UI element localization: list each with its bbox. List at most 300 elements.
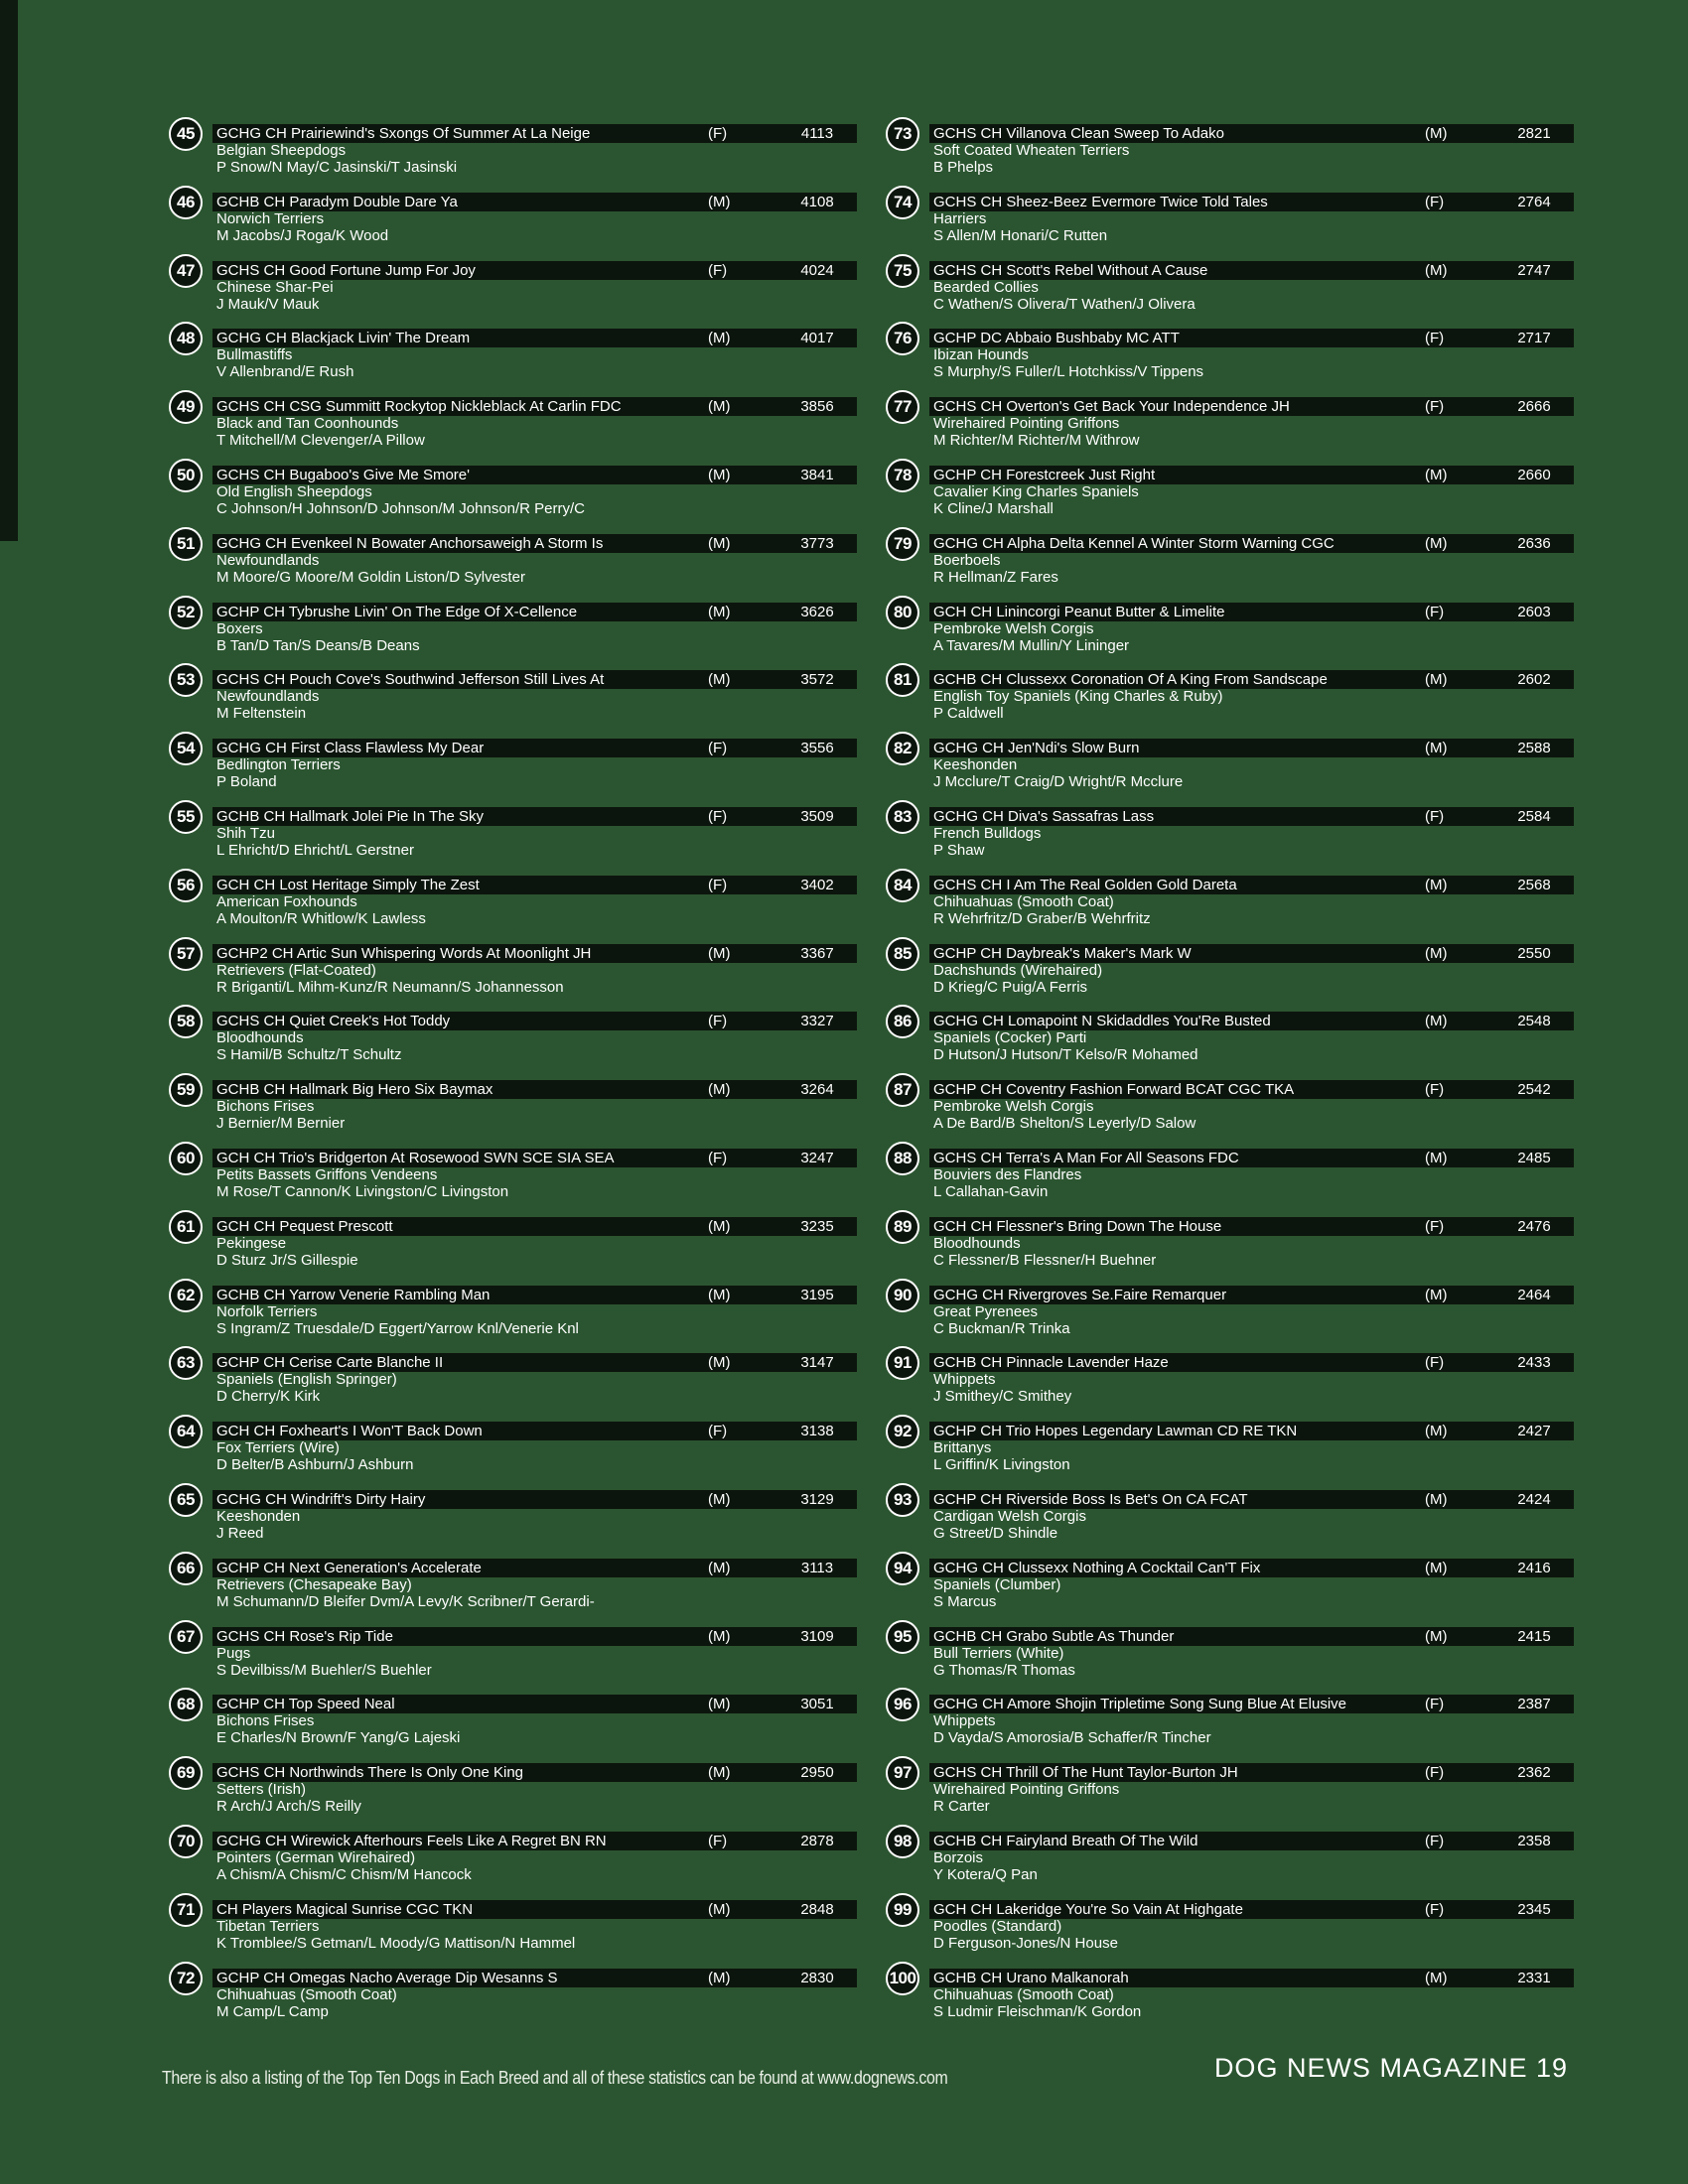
dog-name-bar	[212, 1490, 857, 1509]
dog-breed: Cardigan Welsh Corgis	[933, 1507, 1086, 1525]
dog-owners: D Cherry/K Kirk	[216, 1388, 321, 1406]
dog-breed: Bloodhounds	[216, 1029, 304, 1047]
dog-name-bar	[929, 944, 1574, 963]
dog-points: 2878	[800, 1832, 834, 1849]
dog-sex: (M)	[1425, 1149, 1448, 1166]
dog-owners: J Mcclure/T Craig/D Wright/R Mcclure	[933, 773, 1184, 791]
ranking-entry	[884, 1891, 1574, 1960]
dog-name-bar	[929, 193, 1574, 211]
rank-badge: 52	[169, 596, 203, 629]
dog-points: 3264	[800, 1081, 834, 1099]
dog-name: GCHG CH Amore Shojin Tripletime Song Sung Blue At Elusive	[933, 1696, 1347, 1713]
dog-owners: S Devilbiss/M Buehler/S Buehler	[216, 1661, 432, 1679]
dog-breed: Shih Tzu	[216, 824, 275, 842]
rank-badge: 46	[169, 186, 203, 219]
dog-name-bar	[212, 603, 857, 621]
rank-badge: 49	[169, 390, 203, 424]
dog-breed: Norwich Terriers	[216, 209, 325, 227]
ranking-entry	[167, 594, 857, 662]
rank-badge: 85	[886, 937, 919, 971]
dog-owners: M Moore/G Moore/M Goldin Liston/D Sylvester	[216, 568, 525, 586]
dog-breed: Fox Terriers (Wire)	[216, 1439, 340, 1457]
dog-owners: L Griffin/K Livingston	[933, 1456, 1070, 1474]
dog-name: GCHB CH Paradym Double Dare Ya	[216, 193, 458, 210]
dog-breed: Newfoundlands	[216, 551, 320, 569]
dog-sex: (M)	[708, 1900, 731, 1918]
dog-owners: S Allen/M Honari/C Rutten	[933, 226, 1108, 244]
rank-badge: 60	[169, 1142, 203, 1175]
dog-name: GCHP CH Trio Hopes Legendary Lawman CD RE TKN	[933, 1423, 1298, 1440]
dog-sex: (M)	[708, 1969, 731, 1986]
dog-breed: Pembroke Welsh Corgis	[933, 1098, 1094, 1116]
dog-name: GCHS CH Good Fortune Jump For Joy	[216, 261, 476, 279]
ranking-entry	[884, 184, 1574, 252]
rank-badge: 48	[169, 322, 203, 355]
dog-name: GCHB CH Hallmark Big Hero Six Baymax	[216, 1081, 493, 1099]
ranking-entry	[884, 1140, 1574, 1208]
dog-points: 4017	[800, 330, 834, 347]
dog-name: GCH CH Trio's Bridgerton At Rosewood SWN SCE SIA SEA	[216, 1149, 615, 1166]
ranking-entry	[167, 184, 857, 252]
dog-points: 2464	[1517, 1286, 1551, 1303]
dog-points: 2433	[1517, 1354, 1551, 1372]
dog-name-bar	[212, 1422, 857, 1440]
rank-badge: 95	[886, 1620, 919, 1654]
dog-name-bar	[929, 807, 1574, 826]
dog-sex: (F)	[1425, 193, 1445, 210]
ranking-entry	[167, 388, 857, 457]
dog-name: GCHB CH Yarrow Venerie Rambling Man	[216, 1286, 491, 1303]
dog-sex: (F)	[1425, 1081, 1445, 1099]
dog-name-bar	[929, 1080, 1574, 1099]
dog-breed: Chihuahuas (Smooth Coat)	[216, 1985, 397, 2003]
dog-owners: J Reed	[216, 1524, 264, 1542]
dog-points: 2830	[800, 1969, 834, 1986]
dog-breed: Great Pyrenees	[933, 1302, 1039, 1320]
dog-owners: S Hamil/B Schultz/T Schultz	[216, 1046, 402, 1064]
dog-breed: Bouviers des Flandres	[933, 1165, 1082, 1183]
dog-owners: D Vayda/S Amorosia/B Schaffer/R Tincher	[933, 1729, 1211, 1747]
dog-name-bar	[929, 1832, 1574, 1850]
dog-owners: P Boland	[216, 773, 277, 791]
dog-name-bar	[929, 1286, 1574, 1304]
dog-breed: Bichons Frises	[216, 1098, 315, 1116]
dog-name-bar	[929, 603, 1574, 621]
dog-sex: (F)	[1425, 1217, 1445, 1235]
dog-owners: D Ferguson-Jones/N House	[933, 1934, 1118, 1952]
dog-points: 2387	[1517, 1696, 1551, 1713]
ranking-entry	[884, 1003, 1574, 1071]
rank-badge: 90	[886, 1279, 919, 1312]
rank-badge: 56	[169, 869, 203, 902]
rankings-column-right	[884, 115, 1574, 2027]
dog-points: 3235	[800, 1217, 834, 1235]
dog-breed: Old English Sheepdogs	[216, 482, 372, 500]
dog-owners: A Tavares/M Mullin/Y Lininger	[933, 636, 1130, 654]
dog-breed: Dachshunds (Wirehaired)	[933, 961, 1103, 979]
dog-name-bar	[212, 193, 857, 211]
dog-owners: C Flessner/B Flessner/H Buehner	[933, 1251, 1157, 1269]
dog-breed: Spaniels (Clumber)	[933, 1575, 1061, 1593]
dog-owners: G Street/D Shindle	[933, 1524, 1058, 1542]
dog-name-bar	[212, 1286, 857, 1304]
dog-name: GCHP CH Cerise Carte Blanche II	[216, 1354, 444, 1372]
dog-points: 2427	[1517, 1423, 1551, 1440]
dog-name-bar	[212, 1695, 857, 1713]
dog-points: 3773	[800, 534, 834, 552]
dog-points: 3402	[800, 876, 834, 893]
dog-owners: A Moulton/R Whitlow/K Lawless	[216, 909, 426, 927]
ranking-entry	[167, 935, 857, 1004]
dog-points: 3113	[800, 1559, 834, 1576]
dog-name: GCHG CH First Class Flawless My Dear	[216, 740, 485, 757]
dog-sex: (M)	[708, 398, 731, 416]
rank-badge: 89	[886, 1210, 919, 1244]
dog-name-bar	[929, 1217, 1574, 1236]
rank-badge: 63	[169, 1346, 203, 1380]
ranking-entry	[884, 1686, 1574, 1754]
dog-points: 3856	[800, 398, 834, 416]
dog-name: GCHB CH Hallmark Jolei Pie In The Sky	[216, 807, 484, 825]
dog-name: GCHG CH Diva's Sassafras Lass	[933, 807, 1155, 825]
dog-sex: (M)	[1425, 876, 1448, 893]
dog-name: GCHS CH Villanova Clean Sweep To Adako	[933, 125, 1224, 142]
dog-points: 4108	[800, 193, 834, 210]
ranking-entry	[167, 1208, 857, 1277]
dog-breed: Bearded Collies	[933, 278, 1039, 296]
dog-points: 2747	[1517, 261, 1551, 279]
dog-owners: B Phelps	[933, 159, 994, 176]
dog-owners: M Camp/L Camp	[216, 2002, 329, 2020]
dog-owners: R Wehrfritz/D Graber/B Wehrfritz	[933, 909, 1151, 927]
ranking-entry	[884, 388, 1574, 457]
dog-name-bar	[929, 124, 1574, 143]
dog-name-bar	[929, 670, 1574, 689]
rank-badge: 91	[886, 1346, 919, 1380]
dog-sex: (F)	[708, 125, 728, 142]
ranking-entry	[884, 320, 1574, 388]
dog-name: GCHG CH Blackjack Livin' The Dream	[216, 330, 471, 347]
dog-sex: (M)	[708, 1764, 731, 1782]
dog-breed: Pointers (German Wirehaired)	[216, 1848, 416, 1866]
dog-points: 2424	[1517, 1490, 1551, 1508]
dog-owners: R Briganti/L Mihm-Kunz/R Neumann/S Johannesson	[216, 978, 564, 996]
rank-badge: 50	[169, 459, 203, 492]
dog-sex: (M)	[1425, 534, 1448, 552]
dog-points: 3051	[800, 1696, 834, 1713]
dog-owners: D Krieg/C Puig/A Ferris	[933, 978, 1088, 996]
ranking-entry	[167, 1891, 857, 1960]
dog-points: 2666	[1517, 398, 1551, 416]
dog-owners: P Shaw	[933, 841, 985, 859]
dog-owners: C Buckman/R Trinka	[933, 1319, 1070, 1337]
footer-note: There is also a listing of the Top Ten Dogs in Each Breed and all of these statistics can be found at www.dognews.com	[162, 2067, 948, 2088]
dog-breed: American Foxhounds	[216, 892, 357, 910]
rank-badge: 66	[169, 1552, 203, 1585]
dog-name-bar	[929, 1012, 1574, 1030]
dog-breed: French Bulldogs	[933, 824, 1042, 842]
dog-name: GCHB CH Urano Malkanorah	[933, 1969, 1129, 1986]
dog-points: 3626	[800, 603, 834, 620]
ranking-entry	[884, 457, 1574, 525]
ranking-entry	[884, 1754, 1574, 1823]
dog-name: GCHG CH Alpha Delta Kennel A Winter Storm Warning CGC	[933, 534, 1335, 552]
ranking-entry	[167, 798, 857, 867]
dog-owners: M Jacobs/J Roga/K Wood	[216, 226, 389, 244]
dog-owners: V Allenbrand/E Rush	[216, 363, 354, 381]
rank-badge: 87	[886, 1073, 919, 1107]
dog-owners: J Mauk/V Mauk	[216, 295, 320, 313]
rank-badge: 99	[886, 1893, 919, 1927]
dog-name: GCHP CH Omegas Nacho Average Dip Wesanns S	[216, 1969, 558, 1986]
dog-breed: Petits Bassets Griffons Vendeens	[216, 1165, 438, 1183]
page-edge-bar	[0, 0, 18, 541]
dog-sex: (M)	[1425, 1013, 1448, 1030]
rank-badge: 45	[169, 117, 203, 151]
dog-owners: L Ehricht/D Ehricht/L Gerstner	[216, 841, 414, 859]
dog-name-bar	[929, 1763, 1574, 1782]
dog-name: GCH CH Pequest Prescott	[216, 1217, 393, 1235]
dog-points: 2362	[1517, 1764, 1551, 1782]
dog-owners: S Murphy/S Fuller/L Hotchkiss/V Tippens	[933, 363, 1204, 381]
dog-owners: P Snow/N May/C Jasinski/T Jasinski	[216, 159, 458, 176]
dog-name: GCHG CH Windrift's Dirty Hairy	[216, 1490, 426, 1508]
rank-badge: 69	[169, 1756, 203, 1790]
dog-name-bar	[212, 807, 857, 826]
dog-name: GCHS CH Bugaboo's Give Me Smore'	[216, 466, 470, 483]
dog-owners: A De Bard/B Shelton/S Leyerly/D Salow	[933, 1115, 1196, 1133]
rank-badge: 84	[886, 869, 919, 902]
dog-owners: M Feltenstein	[216, 705, 307, 723]
dog-name-bar	[212, 1559, 857, 1577]
ranking-entry	[884, 1344, 1574, 1413]
dog-name-bar	[212, 466, 857, 484]
dog-sex: (M)	[708, 1354, 731, 1372]
ranking-entry	[167, 661, 857, 730]
dog-breed: Boerboels	[933, 551, 1001, 569]
ranking-entry	[167, 320, 857, 388]
ranking-entry	[167, 1140, 857, 1208]
rank-badge: 83	[886, 800, 919, 834]
ranking-entry	[884, 525, 1574, 594]
dog-owners: S Marcus	[933, 1592, 997, 1610]
dog-name: CH Players Magical Sunrise CGC TKN	[216, 1900, 474, 1918]
dog-owners: M Schumann/D Bleifer Dvm/A Levy/K Scribner/T Gerardi-	[216, 1592, 595, 1610]
dog-name: GCHP CH Daybreak's Maker's Mark W	[933, 944, 1192, 962]
rank-badge: 76	[886, 322, 919, 355]
dog-name: GCHS CH Northwinds There Is Only One King	[216, 1764, 524, 1782]
dog-name-bar	[212, 1900, 857, 1919]
rank-badge: 88	[886, 1142, 919, 1175]
dog-name-bar	[929, 1353, 1574, 1372]
dog-name: GCHG CH Rivergroves Se.Faire Remarquer	[933, 1286, 1227, 1303]
dog-owners: M Richter/M Richter/M Withrow	[933, 432, 1140, 450]
ranking-entry	[167, 730, 857, 798]
dog-owners: D Sturz Jr/S Gillespie	[216, 1251, 358, 1269]
dog-owners: S Ingram/Z Truesdale/D Eggert/Yarrow Knl/Venerie Knl	[216, 1319, 579, 1337]
dog-sex: (M)	[1425, 1423, 1448, 1440]
ranking-entry	[167, 457, 857, 525]
dog-name-bar	[212, 1627, 857, 1646]
rank-badge: 93	[886, 1483, 919, 1517]
dog-name: GCHB CH Grabo Subtle As Thunder	[933, 1627, 1175, 1645]
ranking-entry	[167, 115, 857, 184]
dog-sex: (M)	[1425, 261, 1448, 279]
ranking-entry	[884, 661, 1574, 730]
rank-badge: 59	[169, 1073, 203, 1107]
dog-breed: Ibizan Hounds	[933, 346, 1029, 364]
dog-name-bar	[212, 1149, 857, 1167]
dog-sex: (F)	[1425, 330, 1445, 347]
dog-breed: Chinese Shar-Pei	[216, 278, 334, 296]
dog-sex: (F)	[708, 1832, 728, 1849]
dog-name: GCHG CH Clussexx Nothing A Cocktail Can'T Fix	[933, 1559, 1261, 1576]
rank-badge: 64	[169, 1415, 203, 1448]
dog-sex: (F)	[1425, 398, 1445, 416]
dog-name-bar	[929, 1900, 1574, 1919]
dog-points: 2764	[1517, 193, 1551, 210]
dog-points: 3129	[800, 1490, 834, 1508]
dog-name: GCHS CH Overton's Get Back Your Independence JH	[933, 398, 1290, 416]
dog-sex: (M)	[1425, 671, 1448, 689]
rank-badge: 58	[169, 1005, 203, 1038]
ranking-entry	[167, 252, 857, 321]
dog-sex: (M)	[708, 1490, 731, 1508]
dog-sex: (M)	[1425, 125, 1448, 142]
ranking-entry	[884, 1208, 1574, 1277]
dog-breed: Wirehaired Pointing Griffons	[933, 1781, 1120, 1799]
dog-sex: (M)	[708, 1559, 731, 1576]
dog-breed: Brittanys	[933, 1439, 992, 1457]
dog-sex: (M)	[1425, 944, 1448, 962]
dog-name-bar	[212, 739, 857, 757]
dog-breed: Belgian Sheepdogs	[216, 142, 347, 159]
dog-points: 3841	[800, 466, 834, 483]
rank-badge: 79	[886, 527, 919, 561]
dog-sex: (F)	[1425, 603, 1445, 620]
dog-breed: Bichons Frises	[216, 1712, 315, 1730]
dog-name: GCHS CH Thrill Of The Hunt Taylor-Burton JH	[933, 1764, 1238, 1782]
dog-sex: (M)	[1425, 740, 1448, 757]
dog-breed: Newfoundlands	[216, 688, 320, 706]
ranking-entry	[884, 1413, 1574, 1481]
ranking-entry	[167, 1003, 857, 1071]
rank-badge: 73	[886, 117, 919, 151]
dog-sex: (F)	[1425, 1764, 1445, 1782]
dog-sex: (M)	[1425, 1969, 1448, 1986]
dog-breed: Boxers	[216, 619, 263, 637]
ranking-entry	[167, 1071, 857, 1140]
ranking-entry	[167, 867, 857, 935]
dog-sex: (M)	[708, 1217, 731, 1235]
dog-points: 2550	[1517, 944, 1551, 962]
rank-badge: 75	[886, 254, 919, 288]
dog-name-bar	[929, 1149, 1574, 1167]
dog-name-bar	[212, 124, 857, 143]
dog-name-bar	[929, 1422, 1574, 1440]
dog-owners: C Wathen/S Olivera/T Wathen/J Olivera	[933, 295, 1196, 313]
dog-name: GCHS CH Scott's Rebel Without A Cause	[933, 261, 1208, 279]
dog-breed: Bullmastiffs	[216, 346, 293, 364]
dog-owners: S Ludmir Fleischman/K Gordon	[933, 2002, 1142, 2020]
dog-breed: Whippets	[933, 1712, 996, 1730]
dog-breed: Pembroke Welsh Corgis	[933, 619, 1094, 637]
ranking-entry	[167, 1413, 857, 1481]
dog-name-bar	[212, 1763, 857, 1782]
rank-badge: 65	[169, 1483, 203, 1517]
dog-points: 3247	[800, 1149, 834, 1166]
dog-name-bar	[212, 1969, 857, 1987]
ranking-entry	[167, 1960, 857, 2028]
dog-name: GCHP CH Next Generation's Accelerate	[216, 1559, 482, 1576]
dog-sex: (M)	[708, 534, 731, 552]
dog-breed: Keeshonden	[933, 756, 1018, 774]
rank-badge: 96	[886, 1688, 919, 1721]
dog-name: GCH CH Linincorgi Peanut Butter & Limelite	[933, 603, 1225, 620]
rank-badge: 98	[886, 1825, 919, 1858]
dog-breed: Black and Tan Coonhounds	[216, 415, 399, 433]
dog-name-bar	[212, 1080, 857, 1099]
dog-breed: Setters (Irish)	[216, 1781, 307, 1799]
dog-breed: Wirehaired Pointing Griffons	[933, 415, 1120, 433]
dog-name: GCHG CH Prairiewind's Sxongs Of Summer At La Neige	[216, 125, 591, 142]
dog-name: GCH CH Flessner's Bring Down The House	[933, 1217, 1222, 1235]
dog-name-bar	[212, 1353, 857, 1372]
dog-name-bar	[929, 1490, 1574, 1509]
dog-sex: (M)	[1425, 1627, 1448, 1645]
dog-name: GCHS CH Terra's A Man For All Seasons FDC	[933, 1149, 1239, 1166]
dog-sex: (F)	[1425, 1354, 1445, 1372]
dog-sex: (M)	[1425, 1559, 1448, 1576]
dog-sex: (F)	[708, 876, 728, 893]
rankings-column-left	[167, 115, 857, 2027]
dog-points: 2848	[800, 1900, 834, 1918]
ranking-entry	[884, 1618, 1574, 1687]
ranking-entry	[884, 594, 1574, 662]
ranking-entry	[884, 1277, 1574, 1345]
dog-points: 2416	[1517, 1559, 1551, 1576]
dog-owners: R Hellman/Z Fares	[933, 568, 1058, 586]
dog-name-bar	[212, 944, 857, 963]
dog-name-bar	[212, 876, 857, 894]
dog-owners: Y Kotera/Q Pan	[933, 1865, 1038, 1883]
ranking-entry	[884, 1823, 1574, 1891]
dog-name-bar	[929, 1627, 1574, 1646]
dog-points: 2548	[1517, 1013, 1551, 1030]
dog-name: GCHP CH Riverside Boss Is Bet's On CA FCAT	[933, 1490, 1248, 1508]
dog-owners: D Hutson/J Hutson/T Kelso/R Mohamed	[933, 1046, 1198, 1064]
dog-points: 2345	[1517, 1900, 1551, 1918]
dog-name: GCHS CH Rose's Rip Tide	[216, 1627, 393, 1645]
dog-name-bar	[929, 534, 1574, 553]
dog-name: GCH CH Foxheart's I Won'T Back Down	[216, 1423, 483, 1440]
ranking-entry	[884, 1071, 1574, 1140]
dog-name: GCHP CH Coventry Fashion Forward BCAT CGC TKA	[933, 1081, 1295, 1099]
dog-sex: (M)	[1425, 466, 1448, 483]
dog-name: GCHP CH Forestcreek Just Right	[933, 466, 1156, 483]
rank-badge: 61	[169, 1210, 203, 1244]
dog-points: 2485	[1517, 1149, 1551, 1166]
dog-sex: (M)	[1425, 1286, 1448, 1303]
ranking-entry	[167, 1823, 857, 1891]
dog-name-bar	[929, 739, 1574, 757]
dog-name-bar	[929, 466, 1574, 484]
dog-breed: Whippets	[933, 1371, 996, 1389]
ranking-entry	[167, 1686, 857, 1754]
dog-owners: J Smithey/C Smithey	[933, 1388, 1072, 1406]
dog-owners: C Johnson/H Johnson/D Johnson/M Johnson/R Perry/C	[216, 499, 586, 517]
dog-name-bar	[929, 1559, 1574, 1577]
